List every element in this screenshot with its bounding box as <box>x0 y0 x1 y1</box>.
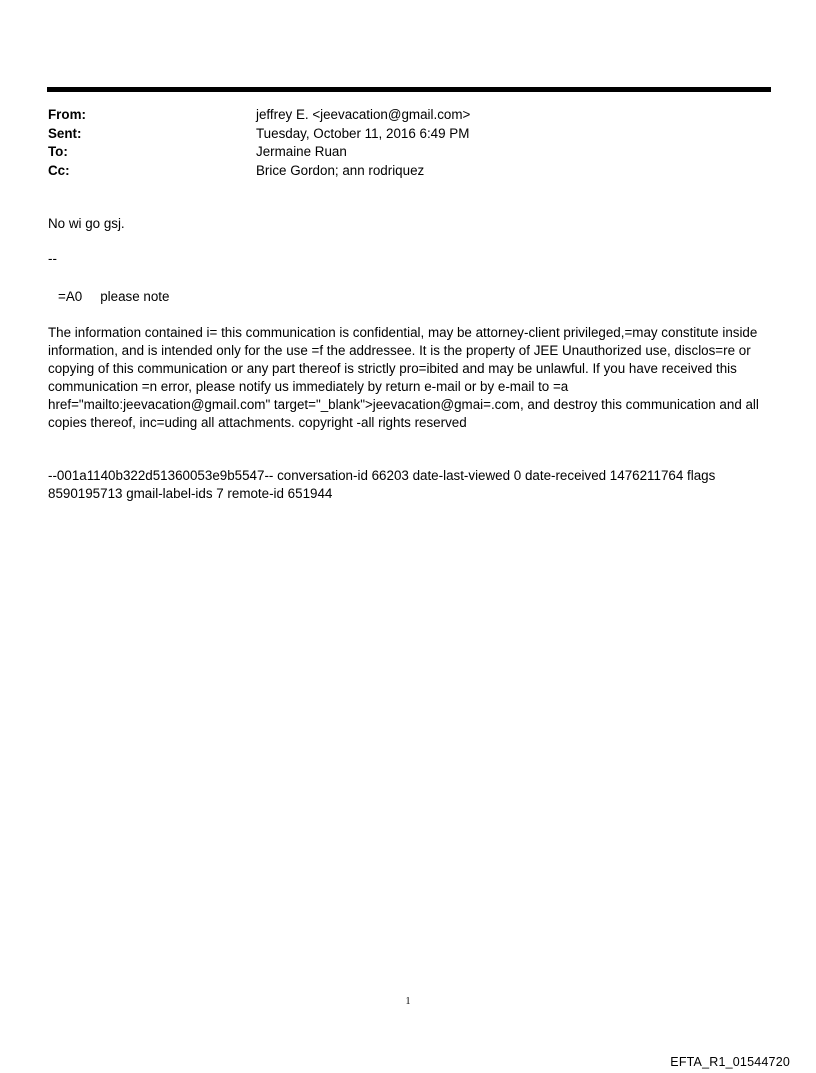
cc-label: Cc: <box>48 162 70 178</box>
cc-row <box>48 162 768 181</box>
bates-number: EFTA_R1_01544720 <box>670 1055 790 1069</box>
to-label: To: <box>48 144 68 159</box>
note-prefix: =A0 <box>58 289 83 304</box>
note-text: please note <box>100 289 170 304</box>
message-metadata: --001a1140b322d51360053e9b5547-- conversation-id 66203 date-last-viewed 0 date-received 1476211764 flags 8590195713 gmail-label-ids 7 remote-id 651944 <box>48 468 720 501</box>
note-line <box>58 288 778 306</box>
message-greeting: No wi go gsj. <box>48 216 125 231</box>
to-value: Jermaine Ruan <box>256 144 347 159</box>
confidentiality-disclaimer: The information contained i= this communication is confidential, may be attorney-client privileged,=may constitute inside information, and is intended only for the use =f the addressee. It is the property of JEE Unauthorized use, disclos=re or copying of this communication or any part thereof is strictly pro=ibited and may be unlawful. If you have received this communication =n error, please notify us immediately by return e-mail or by e-mail to =a href="mailto:jeevacation@gmail.com" target="_blank">jeevacation@gmai=.com, and destroy this communication and all copies thereof, inc=uding all attachments. copyright -all rights reserved <box>48 325 763 430</box>
page-number: 1 <box>405 996 411 1007</box>
sent-row <box>48 125 768 144</box>
sent-value: Tuesday, October 11, 2016 6:49 PM <box>256 125 470 141</box>
email-header-block <box>48 106 768 180</box>
signature-separator: -- <box>48 251 57 266</box>
from-label: From: <box>48 107 86 122</box>
from-value: jeffrey E. <jeevacation@gmail.com> <box>256 107 471 122</box>
to-row <box>48 143 768 162</box>
header-divider <box>47 87 771 92</box>
cc-value: Brice Gordon; ann rodriquez <box>256 162 425 178</box>
sent-label: Sent: <box>48 125 82 141</box>
from-row <box>48 106 768 125</box>
